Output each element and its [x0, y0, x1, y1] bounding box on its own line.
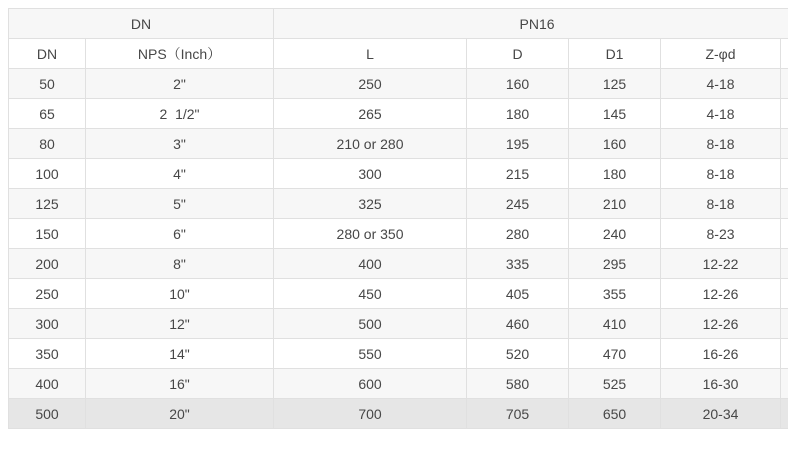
table-cell: 500 — [274, 309, 467, 339]
table-cell: 335 — [467, 249, 569, 279]
column-header-dn: DN — [9, 39, 86, 69]
table-cell: 12-26 — [661, 279, 781, 309]
table-cell: 550 — [274, 339, 467, 369]
group-header-pn16: PN16 — [274, 9, 788, 39]
column-header-zphid: Z-φd — [661, 39, 781, 69]
table-cell: 8-18 — [661, 189, 781, 219]
table-cell-spacer — [781, 369, 788, 399]
table-cell-spacer — [781, 339, 788, 369]
table-row — [9, 99, 788, 129]
table-cell: 700 — [274, 399, 467, 429]
table-cell: 8" — [86, 249, 274, 279]
column-header-nps: NPS（Inch） — [86, 39, 274, 69]
table-cell: 4-18 — [661, 69, 781, 99]
table-row — [9, 189, 788, 219]
group-header-row — [9, 9, 788, 39]
table-cell: 295 — [569, 249, 661, 279]
table-cell: 210 — [569, 189, 661, 219]
table-cell: 20" — [86, 399, 274, 429]
column-header-l: L — [274, 39, 467, 69]
table-cell: 160 — [569, 129, 661, 159]
table-cell-spacer — [781, 309, 788, 339]
table-row — [9, 159, 788, 189]
table-cell: 525 — [569, 369, 661, 399]
table-cell: 16-26 — [661, 339, 781, 369]
table-cell: 145 — [569, 99, 661, 129]
table-cell-spacer — [781, 189, 788, 219]
table-cell: 125 — [569, 69, 661, 99]
table-cell: 280 — [467, 219, 569, 249]
table-cell-spacer — [781, 99, 788, 129]
table-cell-spacer — [781, 159, 788, 189]
table-cell: 16" — [86, 369, 274, 399]
table-cell: 520 — [467, 339, 569, 369]
table-cell-spacer — [781, 279, 788, 309]
table-cell: 705 — [467, 399, 569, 429]
table-cell: 12-26 — [661, 309, 781, 339]
table-cell-spacer — [781, 69, 788, 99]
table-cell: 450 — [274, 279, 467, 309]
table-cell: 200 — [9, 249, 86, 279]
table-cell: 355 — [569, 279, 661, 309]
column-header-d: D — [467, 39, 569, 69]
spec-table-wrapper — [8, 8, 788, 448]
table-row — [9, 399, 788, 429]
table-cell: 8-18 — [661, 159, 781, 189]
table-row — [9, 279, 788, 309]
table-cell: 300 — [274, 159, 467, 189]
table-cell: 400 — [9, 369, 86, 399]
table-row — [9, 249, 788, 279]
flange-spec-table — [8, 8, 788, 429]
table-cell: 470 — [569, 339, 661, 369]
table-cell: 160 — [467, 69, 569, 99]
table-cell: 20-34 — [661, 399, 781, 429]
table-cell: 265 — [274, 99, 467, 129]
table-cell: 5" — [86, 189, 274, 219]
table-cell-spacer — [781, 129, 788, 159]
table-cell: 195 — [467, 129, 569, 159]
table-cell: 14" — [86, 339, 274, 369]
table-cell: 2" — [86, 69, 274, 99]
table-cell: 8-23 — [661, 219, 781, 249]
table-cell: 150 — [9, 219, 86, 249]
table-row — [9, 339, 788, 369]
table-cell: 325 — [274, 189, 467, 219]
column-header-spacer — [781, 39, 788, 69]
table-cell: 245 — [467, 189, 569, 219]
table-cell: 50 — [9, 69, 86, 99]
table-cell: 6" — [86, 219, 274, 249]
table-row — [9, 129, 788, 159]
table-cell: 400 — [274, 249, 467, 279]
table-cell: 600 — [274, 369, 467, 399]
table-cell: 460 — [467, 309, 569, 339]
table-body — [9, 69, 788, 429]
group-header-dn: DN — [9, 9, 274, 39]
table-cell: 100 — [9, 159, 86, 189]
table-cell: 580 — [467, 369, 569, 399]
table-cell: 240 — [569, 219, 661, 249]
table-cell: 2 1/2" — [86, 99, 274, 129]
table-cell: 350 — [9, 339, 86, 369]
table-cell: 12" — [86, 309, 274, 339]
table-cell-spacer — [781, 399, 788, 429]
table-cell: 300 — [9, 309, 86, 339]
table-cell: 10" — [86, 279, 274, 309]
table-cell: 65 — [9, 99, 86, 129]
table-cell-spacer — [781, 219, 788, 249]
table-cell: 500 — [9, 399, 86, 429]
table-cell: 215 — [467, 159, 569, 189]
table-cell: 210 or 280 — [274, 129, 467, 159]
table-cell: 410 — [569, 309, 661, 339]
table-cell: 3" — [86, 129, 274, 159]
table-cell: 250 — [274, 69, 467, 99]
table-cell: 16-30 — [661, 369, 781, 399]
table-row — [9, 309, 788, 339]
column-header-row — [9, 39, 788, 69]
table-cell: 12-22 — [661, 249, 781, 279]
table-cell: 180 — [467, 99, 569, 129]
table-cell: 180 — [569, 159, 661, 189]
table-cell-spacer — [781, 249, 788, 279]
table-cell: 250 — [9, 279, 86, 309]
table-row — [9, 69, 788, 99]
table-cell: 4" — [86, 159, 274, 189]
table-cell: 650 — [569, 399, 661, 429]
table-cell: 125 — [9, 189, 86, 219]
table-cell: 80 — [9, 129, 86, 159]
table-row — [9, 369, 788, 399]
table-cell: 405 — [467, 279, 569, 309]
table-row — [9, 219, 788, 249]
table-cell: 280 or 350 — [274, 219, 467, 249]
table-cell: 8-18 — [661, 129, 781, 159]
table-cell: 4-18 — [661, 99, 781, 129]
column-header-d1: D1 — [569, 39, 661, 69]
